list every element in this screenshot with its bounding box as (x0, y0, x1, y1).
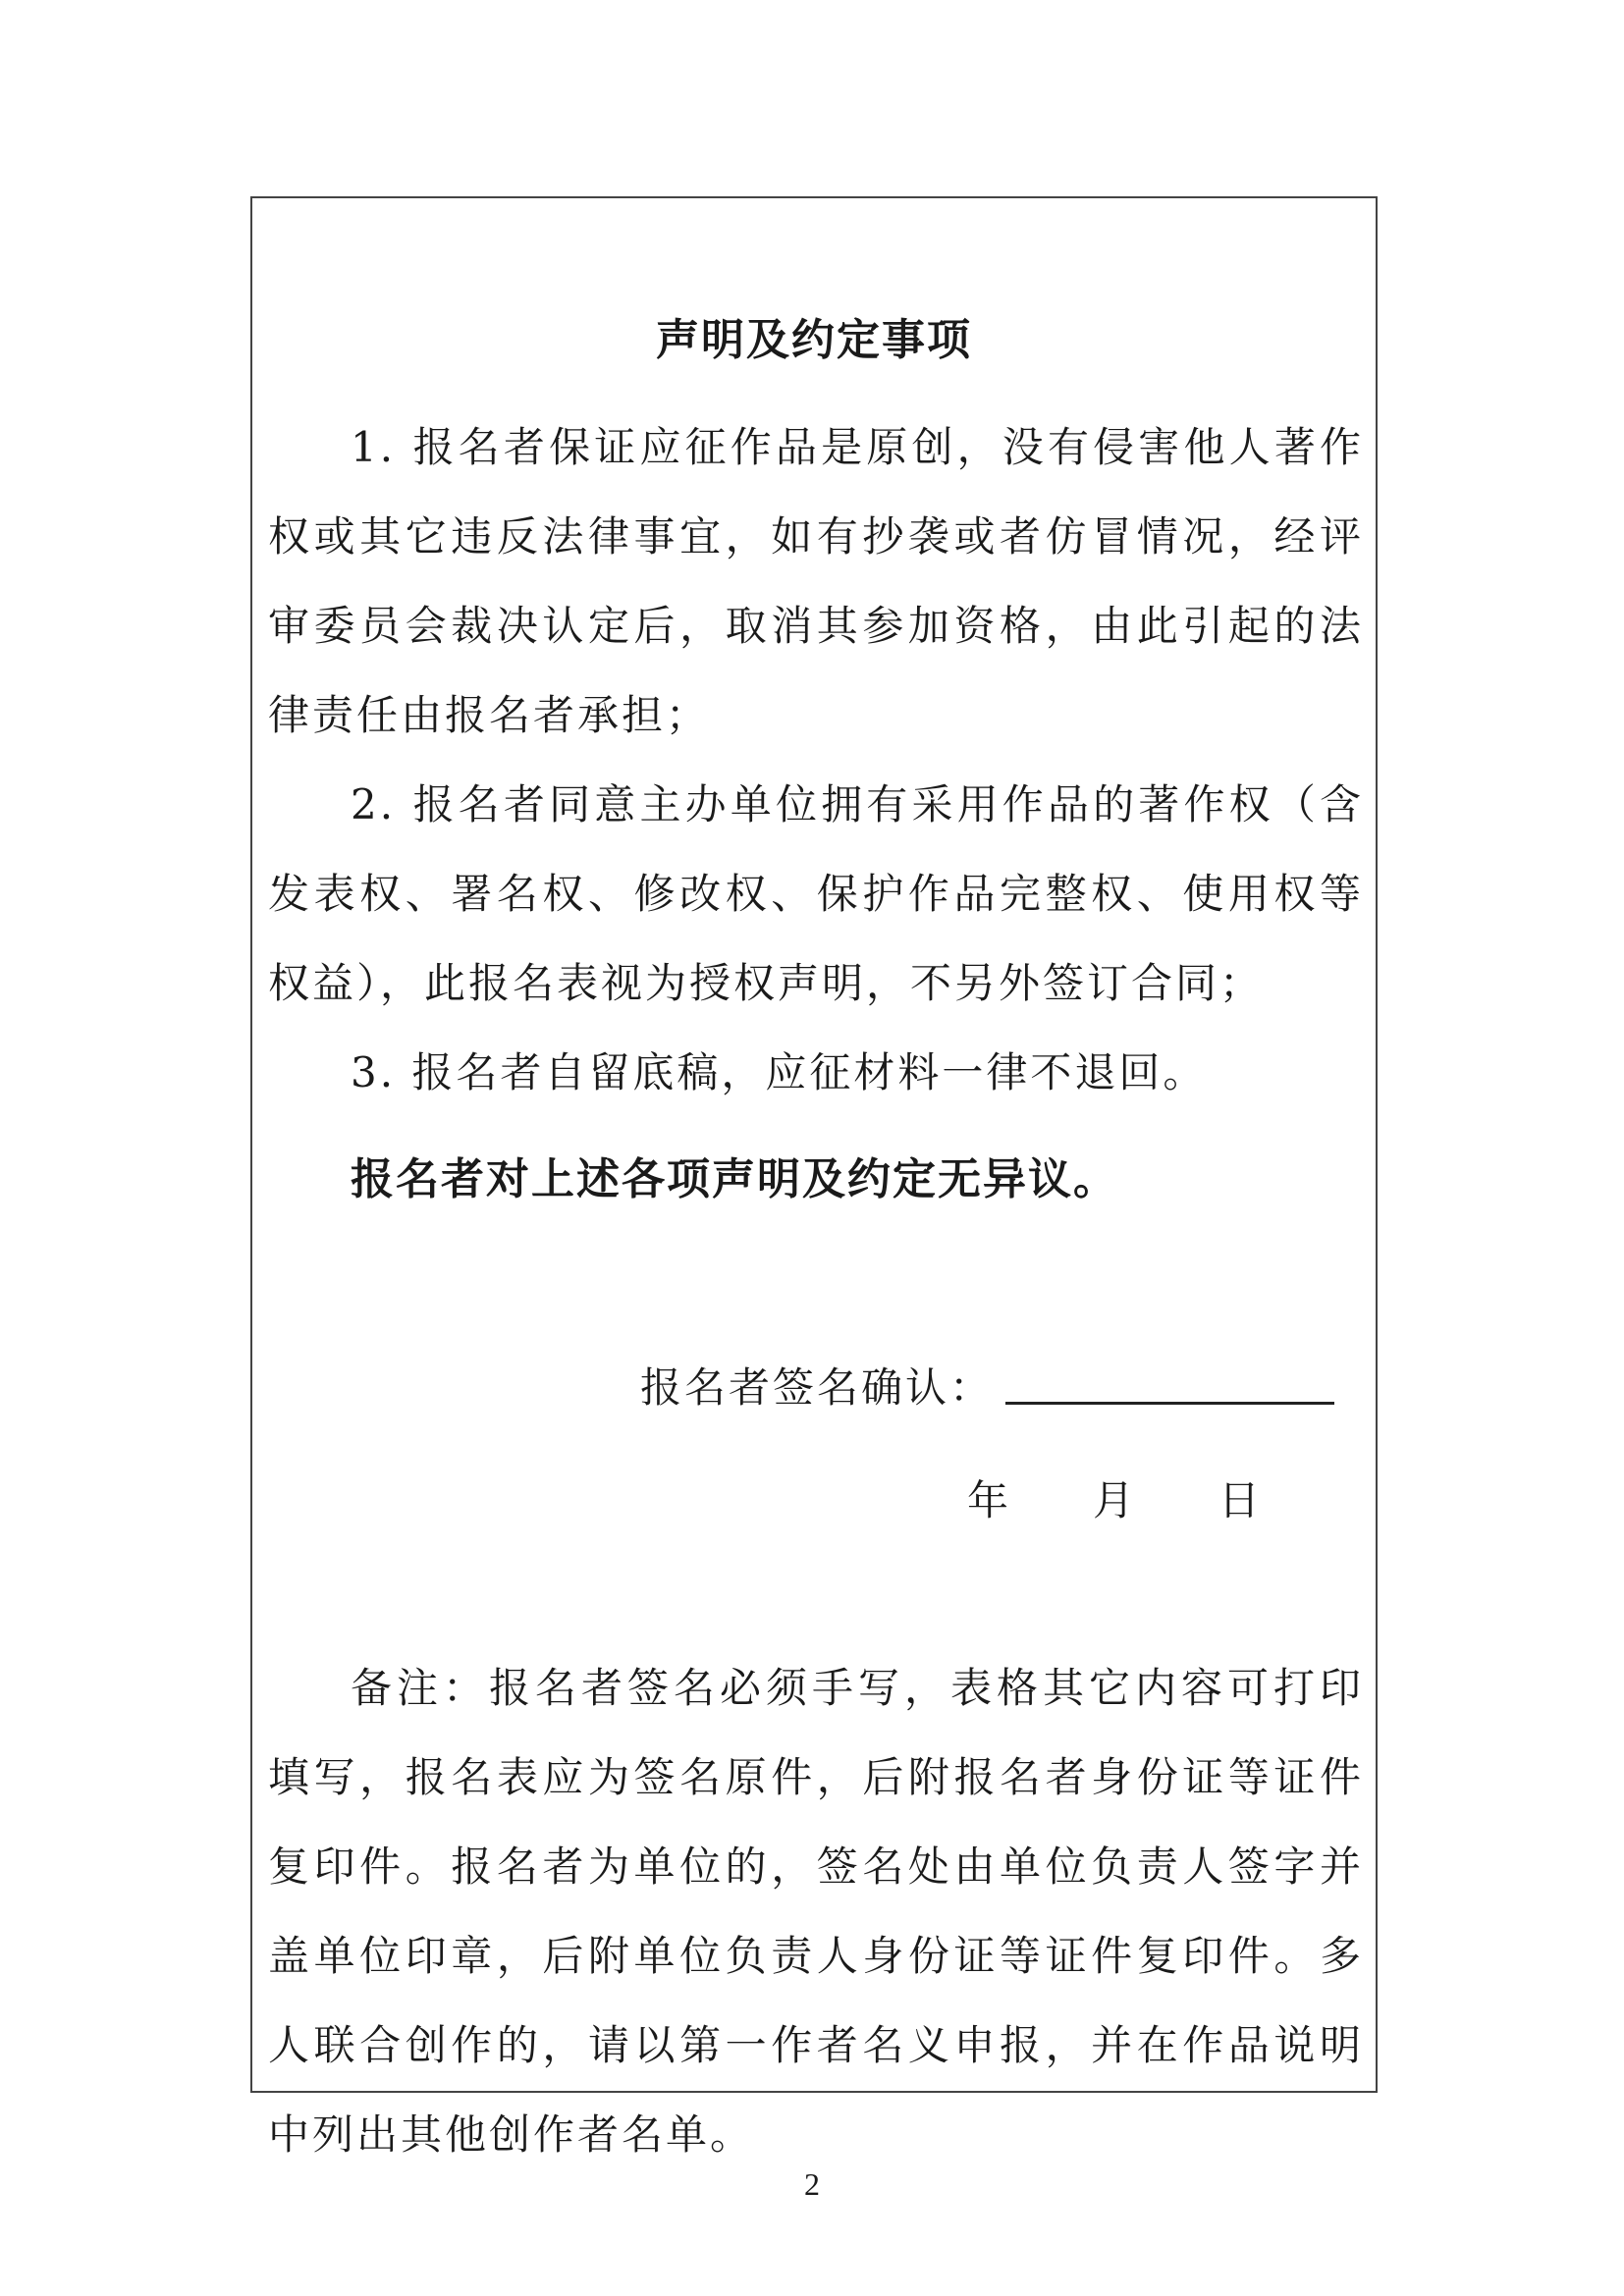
page-number: 2 (804, 2166, 820, 2202)
agreement-statement: 报名者对上述各项声明及约定无异议。 (351, 1154, 1118, 1204)
clause-item: 3. 报名者自留底稿，应征材料一律不退回。 (351, 1048, 1208, 1096)
signature-label: 报名者签名确认： (640, 1363, 995, 1412)
clauses-list (268, 402, 1364, 1117)
date-day-label: 日 (1218, 1476, 1261, 1524)
date-month-label: 月 (1093, 1476, 1135, 1524)
date-year-label: 年 (967, 1476, 1009, 1524)
date-row (967, 1467, 1260, 1535)
clause-item: 1. 报名者保证应征作品是原创，没有侵害他人著作权或其它违反法律事宜，如有抄袭或者仿冒情况，经评审委员会裁决认定后，取消其参加资格，由此引起的法律责任由报名者承担； (268, 423, 1364, 739)
declaration-box (250, 196, 1378, 2159)
signature-line[interactable] (1005, 1396, 1334, 1405)
clause-item: 2. 报名者同意主办单位拥有采用作品的著作权（含发表权、署名权、修改权、保护作品完整权、使用权等权益），此报名表视为授权声明，不另外签订合同； (268, 780, 1364, 1007)
document-title: 声明及约定事项 (656, 315, 972, 365)
signature-row (640, 1354, 1334, 1422)
remarks-note: 备注：报名者签名必须手写，表格其它内容可打印填写，报名表应为签名原件，后附报名者身份证等证件复印件。报名者为单位的，签名处由单位负责人签字并盖单位印章，后附单位负责人身份证等证件复印件。多人联合创作的，请以第一作者名义申报，并在作品说明中列出其他创作者名单。 (268, 1664, 1364, 2159)
